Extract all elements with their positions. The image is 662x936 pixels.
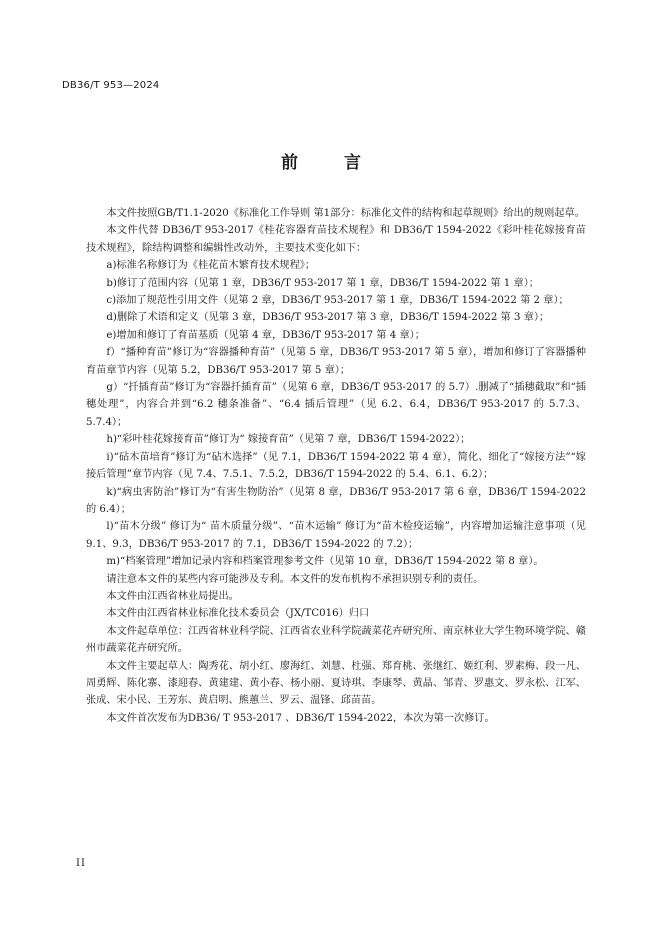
foreword-body — [86, 205, 586, 727]
page-number: II — [76, 858, 86, 869]
paragraph: c)添加了规范性引用文件（见第 2 章，DB36/T 953-2017 第 1 章，DB36/T 1594-2022 第 2 章）； — [106, 295, 569, 307]
page-title: 前 言 — [281, 153, 381, 173]
paragraph: h)“彩叶桂花嫁接育苗”修订为“ 嫁接育苗”（见第 7 章，DB36/T 1594-2022）； — [106, 434, 471, 446]
paragraph: 本文件由江西省林业局提出。 — [106, 590, 239, 602]
paragraph: 本文件起草单位：江西省林业科学院、江西省农业科学院蔬菜花卉研究所、南京林业大学生物环境学院、赣州市蔬菜花卉研究所。 — [86, 625, 586, 655]
paragraph: f）“播种育苗”修订为“容器播种育苗”（见第 5 章，DB36/T 953-2017 第 5 章），增加和修订了容器播种育苗章节内容（见第 5.2，DB36/T 953-2017 第 5 章）； — [86, 347, 586, 376]
paragraph: k)“病虫害防治”修订为“有害生物防治”（见第 8 章，DB36/T 953-2017 第 6 章，DB36/T 1594-2022 的 6.4）； — [86, 486, 586, 515]
paragraph: 本文件按照GB/T1.1-2020《标准化工作导则 第1部分：标准化文件的结构和起草规则》给出的规则起草。 — [106, 208, 585, 219]
paragraph: i)“砧木苗培育”修订为“砧木选择”（见 7.1，DB36/T 1594-2022 第 4 章），简化、细化了“嫁接方法”“嫁接后管理”章节内容（见 7.4、7.5.1、7.5.2，DB36/T 1594-2022 的 5.4、6.1、6.2）； — [86, 451, 586, 481]
paragraph: 请注意本文件的某些内容可能涉及专利。本文件的发布机构不承担识别专利的责任。 — [106, 573, 484, 585]
paragraph: 本文件代替 DB36/T 953-2017《桂花容器育苗技术规程》和 DB36/T 1594-2022《彩叶桂花嫁接育苗技术规程》，除结构调整和编辑性改动外，主要技术变化如下： — [86, 225, 586, 254]
paragraph: 本文件由江西省林业标准化技术委员会（JX/TC016）归口 — [106, 608, 370, 620]
standard-number: DB36/T 953—2024 — [62, 80, 160, 91]
paragraph: d)删除了术语和定义（见第 3 章，DB36/T 953-2017 第 3 章，DB36/T 1594-2022 第 3 章）； — [106, 312, 550, 324]
paragraph: m)“档案管理”增加记录内容和档案管理参考文件（见第 10 章，DB36/T 1594-2022 第 8 章）。 — [106, 556, 544, 568]
paragraph: l)“苗木分级” 修订为“ 苗木质量分级”、“苗木运输” 修订为“苗木检疫运输”，内容增加运输注意事项（见 9.1、9.3，DB36/T 953-2017 的 7.1，DB36/T 1594-2022 的 7.2）； — [86, 521, 586, 550]
paragraph: e)增加和修订了育苗基质（见第 4 章，DB36/T 953-2017 第 4 章）； — [106, 329, 425, 341]
paragraph: 本文件主要起草人：陶秀花、胡小红、廖海红、刘慧、杜强、郑育桃、张继红、姬红利、罗素梅、段一凡、周勇辉、陈化寨、漆迎春、黄建建、黄小春、杨小丽、夏诗琪、李康琴、黄晶、邹青、罗惠文、罗永松、江军、张成、宋小民、王芳东、黄启明、熊蕙兰、罗云、温锋、邱苗苗。 — [86, 660, 586, 707]
paragraph: a)标准名称修订为《桂花苗木繁育技术规程》； — [106, 260, 316, 272]
paragraph: g）“扦插育苗”修订为“容器扦插育苗”（见第 6 章，DB36/T 953-2017 的 5.7）.删减了“插穗截取”和“插穗处理”，内容合并到“6.2 穗条准备”、“6.4 插后管理”（见 6.2、6.4，DB36/T 953-2017 的 5.7.3、5.7.4）； — [86, 382, 586, 428]
paragraph: b)修订了范围内容（见第 1 章，DB36/T 953-2017 第 1 章，DB36/T 1594-2022 第 1 章）； — [106, 277, 539, 289]
paragraph: 本文件首次发布为DB36/ T 953-2017 、DB36/T 1594-2022，本次为第一次修订。 — [106, 712, 495, 724]
